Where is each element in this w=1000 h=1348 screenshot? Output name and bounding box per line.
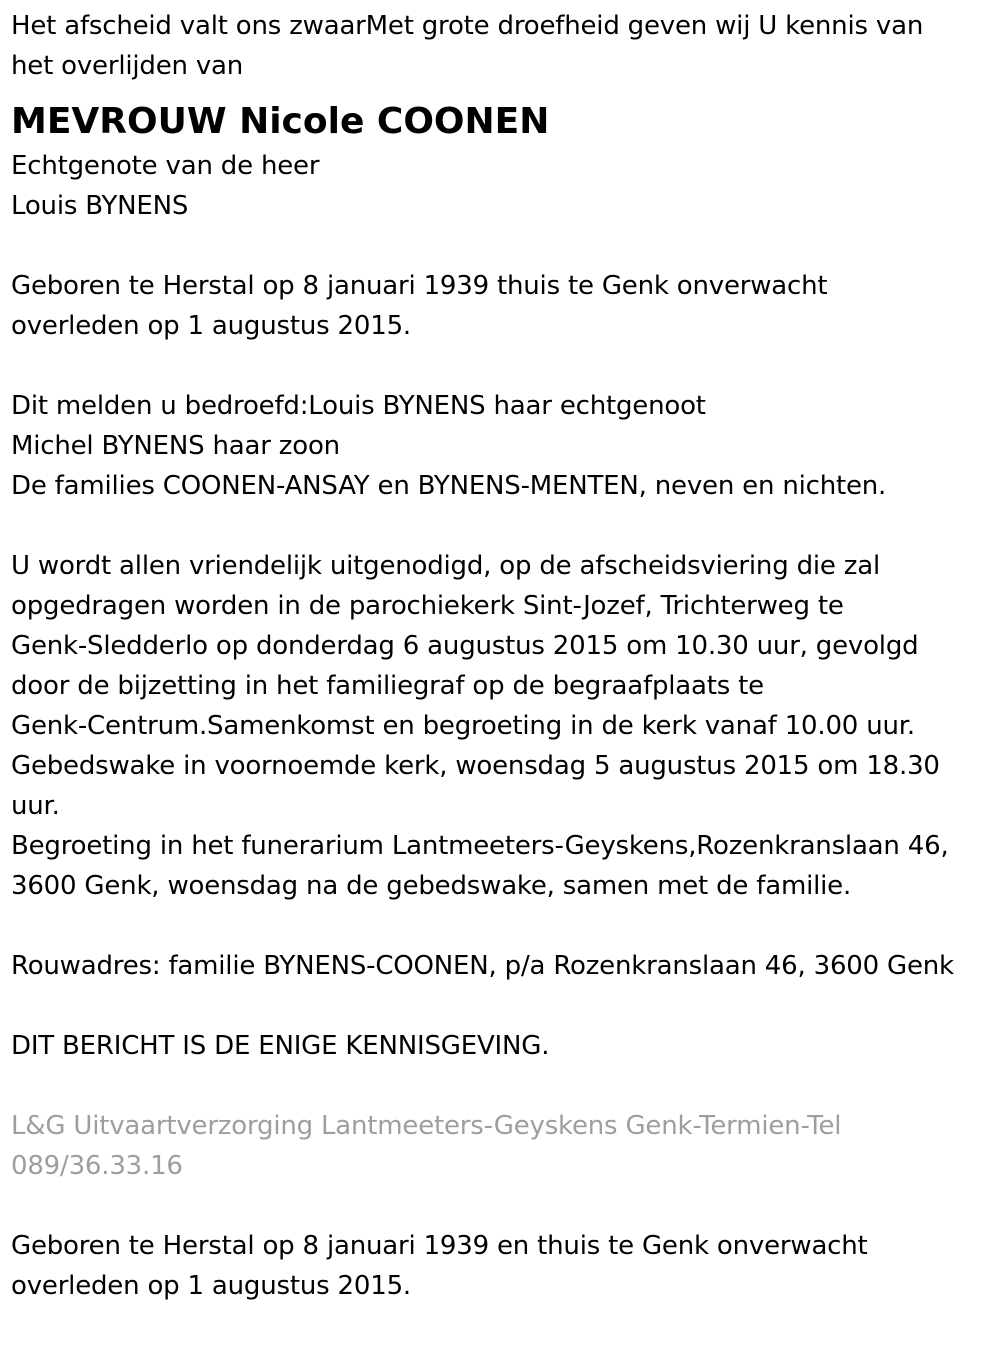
spacer [11,1186,990,1226]
sole-notice: DIT BERICHT IS DE ENIGE KENNISGEVING. [11,1031,550,1061]
ceremony-line: uur. [11,791,60,821]
spacer [11,906,990,946]
ceremony-line: Gebedswake in voornoemde kerk, woensdag 5 augustus 2015 om 18.30 [11,751,940,781]
birth-death-repeat-line-2: overleden op 1 augustus 2015. [11,1271,411,1301]
funeral-home-line-1: L&G Uitvaartverzorging Lantmeeters-Geyskens Genk-Termien-Tel [11,1111,842,1141]
mourners-line-2: Michel BYNENS haar zoon [11,431,340,461]
spacer [11,506,990,546]
deceased-spouse: Louis BYNENS [11,191,189,221]
ceremony-line: Genk-Sledderlo op donderdag 6 augustus 2015 om 10.30 uur, gevolgd [11,631,919,661]
ceremony-line: door de bijzetting in het familiegraf op de begraafplaats te [11,671,764,701]
spacer [11,346,990,386]
birth-death-line-1: Geboren te Herstal op 8 januari 1939 thuis te Genk onverwacht [11,271,828,301]
funeral-home-phone: 089/36.33.16 [11,1151,183,1181]
ceremony-line: U wordt allen vriendelijk uitgenodigd, op de afscheidsviering die zal [11,551,880,581]
birth-death-repeat-line-1: Geboren te Herstal op 8 januari 1939 en thuis te Genk onverwacht [11,1231,868,1261]
spacer [11,226,990,266]
deceased-relation: Echtgenote van de heer [11,151,320,181]
ceremony-line: opgedragen worden in de parochiekerk Sint-Jozef, Trichterweg te [11,591,844,621]
ceremony-line: 3600 Genk, woensdag na de gebedswake, samen met de familie. [11,871,852,901]
spacer [11,1066,990,1106]
intro-line-2: het overlijden van [11,51,244,81]
ceremony-line: Genk-Centrum.Samenkomst en begroeting in de kerk vanaf 10.00 uur. [11,711,915,741]
intro-line-1: Het afscheid valt ons zwaarMet grote droefheid geven wij U kennis van [11,11,924,41]
deceased-name: MEVROUW Nicole COONEN [11,101,550,142]
birth-death-line-2: overleden op 1 augustus 2015. [11,311,411,341]
ceremony-line: Begroeting in het funerarium Lantmeeters-Geyskens,Rozenkranslaan 46, [11,831,949,861]
spacer [11,986,990,1026]
mourners-line-1: Dit melden u bedroefd:Louis BYNENS haar echtgenoot [11,391,706,421]
mourners-line-3: De families COONEN-ANSAY en BYNENS-MENTEN, neven en nichten. [11,471,887,501]
mourning-address: Rouwadres: familie BYNENS-COONEN, p/a Rozenkranslaan 46, 3600 Genk [11,951,954,981]
